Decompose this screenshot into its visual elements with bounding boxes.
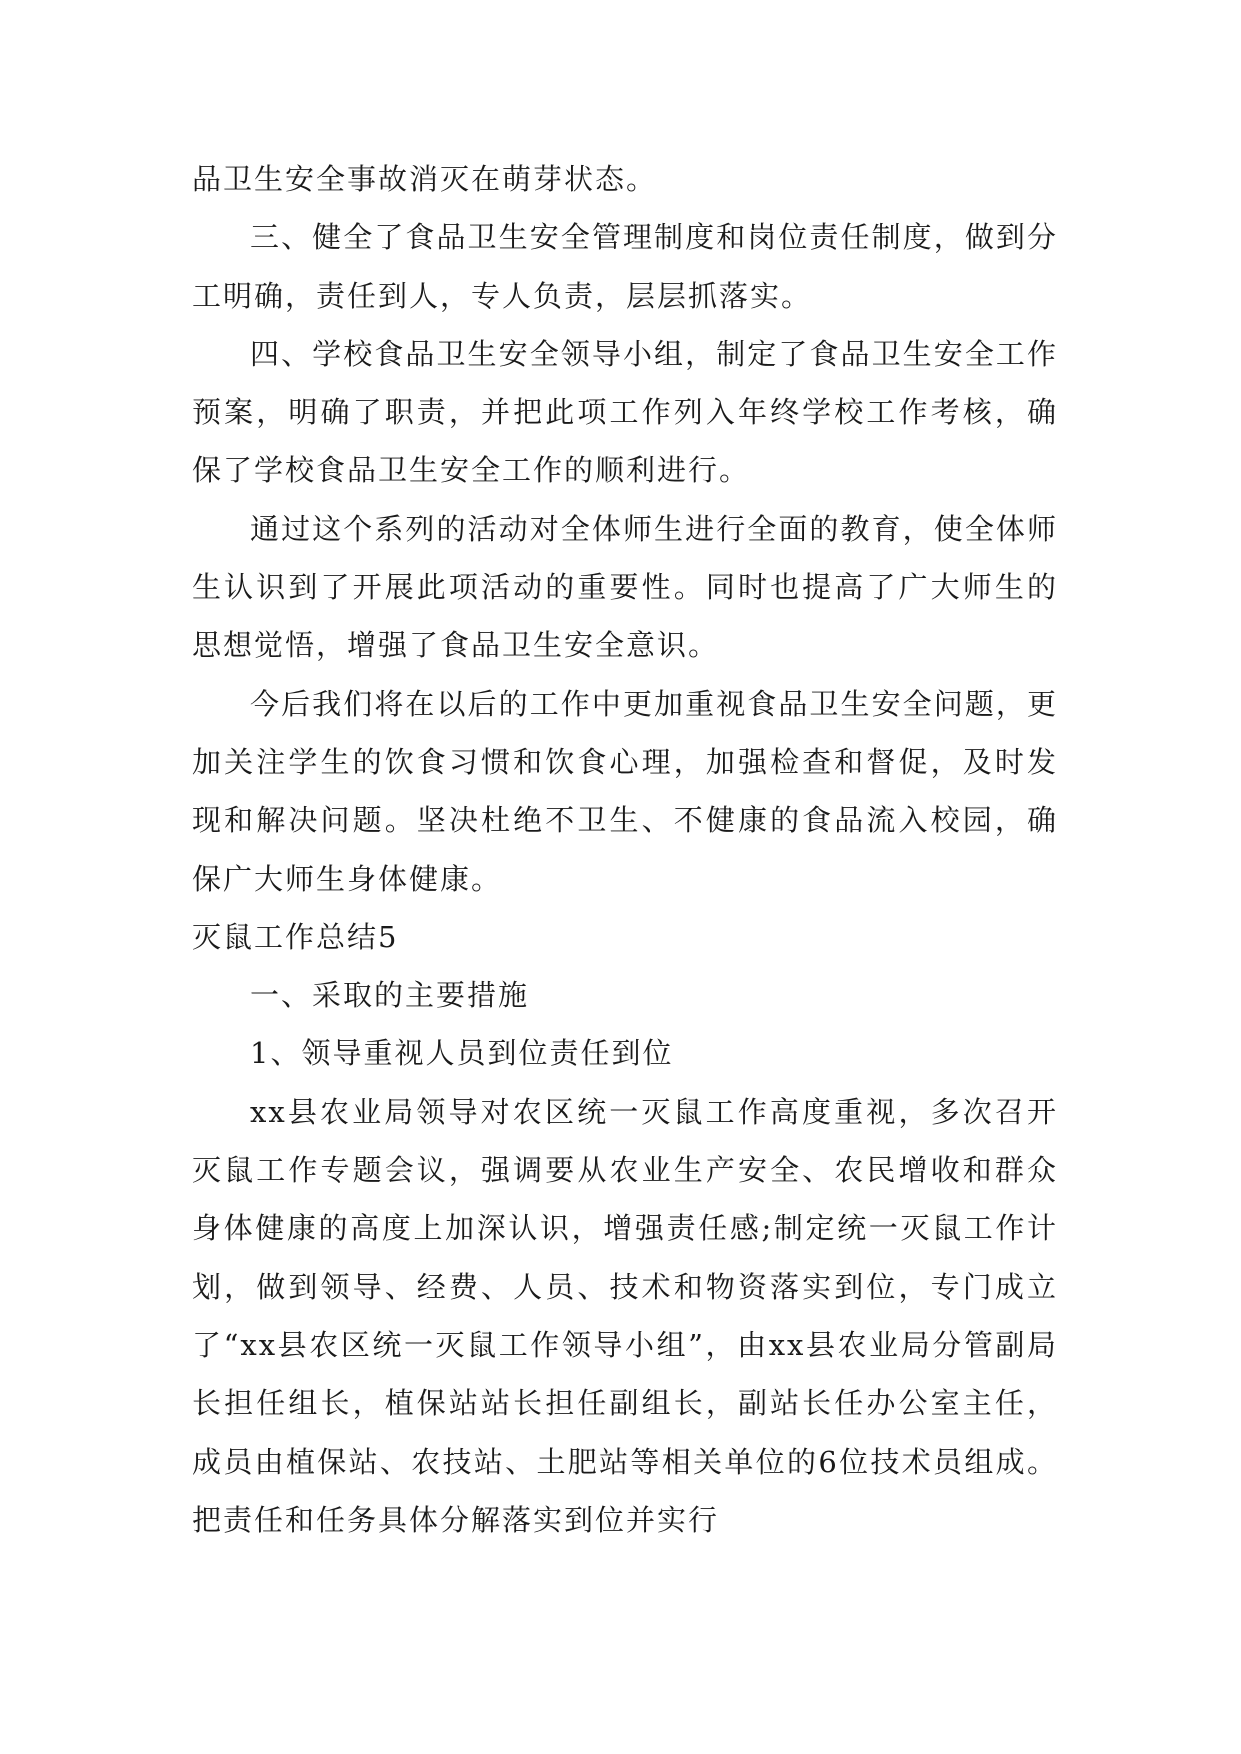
document-body (192, 150, 1058, 1549)
subheading-measures: 一、采取的主要措施 (250, 978, 530, 1013)
paragraph-summary: 通过这个系列的活动对全体师生进行全面的教育，使全体师生认识到了开展此项活动的重要性。同时也提高了广大师生的思想觉悟，增强了食品卫生安全意识。 (192, 511, 1058, 663)
paragraph-item-three: 三、健全了食品卫生安全管理制度和岗位责任制度，做到分工明确，责任到人，专人负责，层层抓落实。 (192, 220, 1058, 313)
section-title: 灭鼠工作总结5 (192, 919, 399, 954)
paragraph-leadership-detail: xx县农业局领导对农区统一灭鼠工作高度重视，多次召开灭鼠工作专题会议，强调要从农业生产安全、农民增收和群众身体健康的高度上加深认识，增强责任感;制定统一灭鼠工作计划，做到领导、经费、人员、技术和物资落实到位，专门成立了“xx县农区统一灭鼠工作领导小组”，由xx县农业局分管副局长担任组长，植保站站长担任副组长，副站长任办公室主任，成员由植保站、农技站、土肥站等相关单位的6位技术员组成。把责任和任务具体分解落实到位并实行 (192, 1094, 1058, 1537)
paragraph-item-four: 四、学校食品卫生安全领导小组，制定了食品卫生安全工作预案，明确了职责，并把此项工作列入年终学校工作考核，确保了学校食品卫生安全工作的顺利进行。 (192, 336, 1058, 488)
paragraph-outlook: 今后我们将在以后的工作中更加重视食品卫生安全问题，更加关注学生的饮食习惯和饮食心理，加强检查和督促，及时发现和解决问题。坚决杜绝不卫生、不健康的食品流入校园，确保广大师生身体健康。 (192, 686, 1058, 896)
subheading-leadership: 1、领导重视人员到位责任到位 (250, 1036, 674, 1071)
paragraph-continuation: 品卫生安全事故消灭在萌芽状态。 (192, 162, 658, 196)
